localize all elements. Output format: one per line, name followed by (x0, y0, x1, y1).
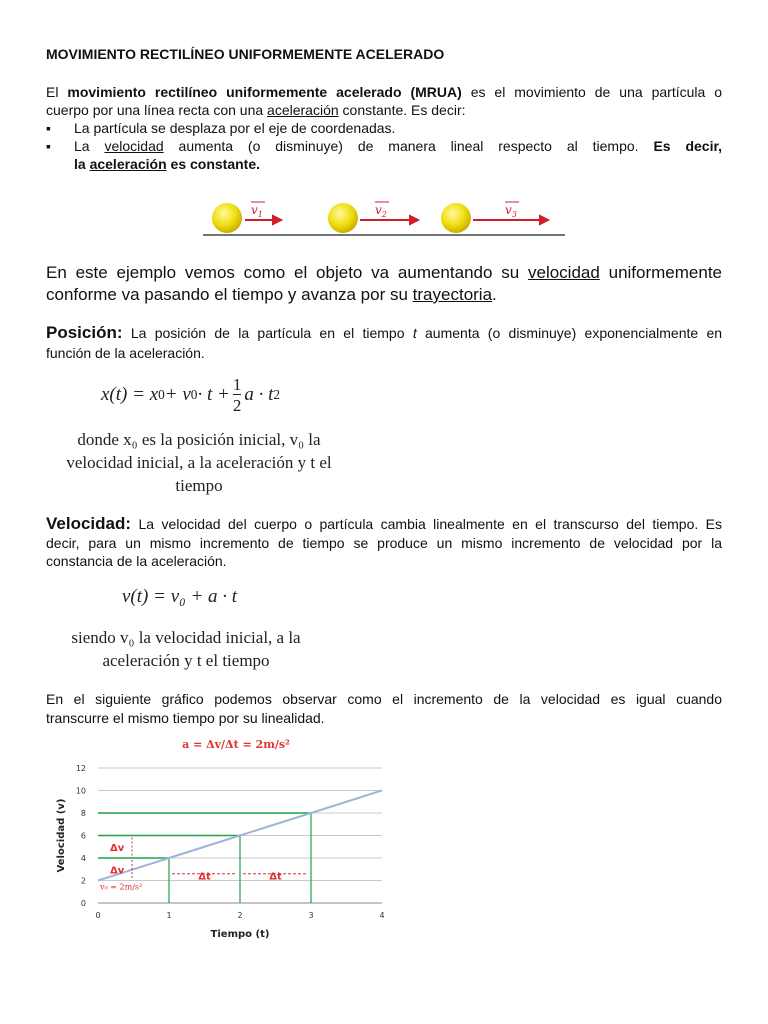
page-title: MOVIMIENTO RECTILÍNEO UNIFORMEMENTE ACELERADO (46, 46, 445, 62)
bullet-2-line-1: La velocidad aumenta (o disminuye) de manera lineal respecto al tiempo. Es decir, (74, 138, 723, 154)
trayectoria-link[interactable]: trayectoria (412, 285, 493, 304)
grafico-line-1: En el siguiente gráfico podemos observar como el incremento de la velocidad es igual cuando (46, 691, 722, 707)
y-tick-label: 2 (80, 876, 86, 886)
v0-label: v₀ = 2m/s² (100, 882, 143, 892)
velocidad-link-2[interactable]: velocidad (527, 263, 600, 282)
velocidad-heading: Velocidad: (46, 514, 132, 533)
posicion-caption: donde x₀ es la posición inicial, v₀ la velocidad inicial, a la aceleración y t el tiempo (66, 430, 332, 495)
x-axis-label: Tiempo (t) (210, 929, 270, 940)
ball-2 (328, 203, 358, 233)
delta-v-label: Δv (110, 865, 125, 877)
bullet-marker-2: ▪ (46, 138, 51, 154)
intro-line-2: cuerpo por una línea recta con una aceleración constante. Es decir: (46, 102, 466, 118)
delta-v-label: Δv (110, 842, 125, 854)
x-tick-label: 1 (166, 911, 172, 920)
x-tick-label: 3 (308, 911, 314, 920)
x-tick-label: 0 (95, 911, 101, 920)
delta-t-label: Δt (198, 871, 211, 883)
label-v1: $v_1$ (251, 203, 263, 219)
balls-illustration (195, 190, 575, 242)
y-tick-label: 10 (75, 786, 86, 796)
posicion-line-1: Posición: La posición de la partícula en el tiempo t aumenta (o disminuye) exponencialmente en (46, 323, 723, 342)
velocidad-line-1: Velocidad: La velocidad del cuerpo o partícula cambia linealmente en el transcurso del tiempo. Es (46, 514, 723, 533)
velocidad-line-3: constancia de la aceleración. (46, 553, 227, 569)
bullet-1: La partícula se desplaza por el eje de coordenadas. (74, 120, 396, 136)
y-tick-label: 8 (80, 809, 86, 818)
intro-line-1: El movimiento rectilíneo uniformemente acelerado (MRUA) es el movimiento de una partícula o (46, 84, 722, 100)
velocidad-link[interactable]: velocidad (104, 138, 164, 154)
x-tick-label: 2 (237, 911, 243, 920)
y-axis-label: Velocidad (v) (56, 798, 67, 873)
ball-3 (441, 203, 471, 233)
chart-title-formula: a = Δv/Δt = 2m/s² (182, 738, 290, 751)
ball-1 (212, 203, 242, 233)
x-tick-label: 4 (379, 911, 385, 920)
label-v3: $v_3$ (505, 203, 517, 219)
label-v2: $v_2$ (375, 203, 387, 219)
aceleracion-link-2[interactable]: aceleración (89, 156, 167, 172)
delta-t-label: Δt (269, 871, 282, 883)
velocidad-formula: v(t) = v₀ + a · t (122, 586, 238, 607)
example-line-2: conforme va pasando el tiempo y avanza por su trayectoria. (46, 285, 497, 304)
posicion-line-2: función de la aceleración. (46, 345, 205, 361)
posicion-formula: x(t) = x 0 + v 0 · t + $\frac{1}{2}$ a · t 2 (101, 375, 280, 415)
y-tick-label: 12 (75, 764, 86, 773)
bullet-2-line-2: la aceleración es constante. (74, 156, 261, 172)
example-line-1: En este ejemplo vemos como el objeto va aumentando su velocidad uniformemente (46, 263, 722, 282)
y-tick-label: 6 (80, 831, 86, 841)
posicion-heading: Posición: (46, 323, 123, 342)
y-tick-label: 4 (80, 854, 86, 863)
velocity-chart (46, 730, 396, 950)
velocidad-line-2: decir, para un mismo incremento de tiempo se produce un mismo incremento de velocidad por la (46, 535, 722, 551)
aceleracion-link[interactable]: aceleración (267, 102, 339, 118)
grafico-line-2: transcurre el mismo tiempo por su linealidad. (46, 710, 325, 726)
y-tick-label: 0 (80, 899, 86, 908)
velocidad-caption: siendo v₀ la velocidad inicial, a la aceleración y t el tiempo (71, 628, 301, 670)
bullet-marker-1: ▪ (46, 120, 51, 136)
